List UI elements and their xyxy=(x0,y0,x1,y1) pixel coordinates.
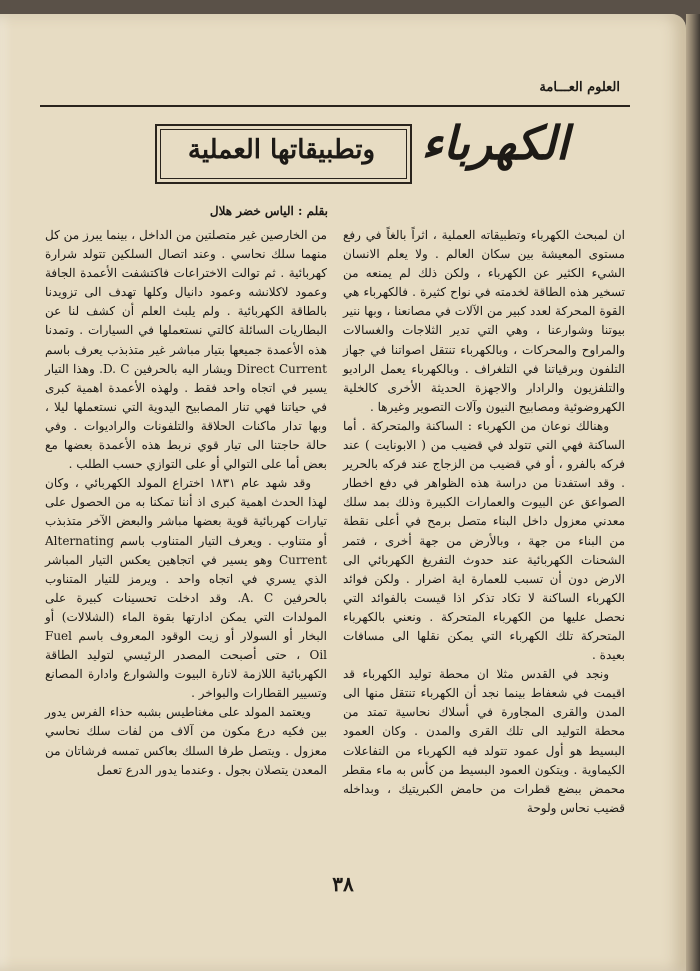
paragraph: وهنالك نوعان من الكهرباء : الساكنة والمتحركة . أما الساكنة فهي التي تتولد في قضيب من ( الابونايت ) عند فركه بالفرو ، أو في قضيب من الزجاج عند فركه بالحرير . وقد استفدنا من دراسة هذه الظواهر في دفع اخطار الصواعق عن البيوت والعمارات الكبيرة وذلك بمد سلك معدني معزول داخل البناء متصل برمح في أعلى نقطة من البناء من جهة ، وبالأرض من جهة أخرى ، فتمر الشحنات الكهربائية عند حدوث التفريغ الكهربائي الى الارض دون أن تسبب للعمارة اية اضرار . ولكن فوائد الكهرباء الساكنة لا تكاد تذكر اذا قيست بالفوائد التي نحصل عليها من الكهرباء المتحركة . ونعني بالكهرباء المتحركة تلك الكهرباء التي يمكن نقلها الى مسافات بعيدة . xyxy=(343,418,625,663)
text-column-right xyxy=(343,226,625,818)
text-column-left xyxy=(45,226,327,780)
page-number: ٣٨ xyxy=(332,872,354,896)
paragraph: ويعتمد المولد على مغناطيس بشبه حذاء الفرس يدور بين فكيه درع مكون من آلاف من لفات سلك نحاسي معزول . ويتصل طرفا السلك بعاكس تمسه فرشاتان من المعدن يتصلان بجول . وعندما يدور الدرع تعمل xyxy=(45,705,327,777)
paragraph: ونجد في القدس مثلا ان محطة توليد الكهرباء قد اقيمت في شعفاط بينما نجد أن الكهرباء تنتقل منها الى المدن والقرى المجاورة في أسلاك نحاسية تمتد من محطة التوليد الى تلك القرى والمدن . وكان العمود البسيط هو أول عمود تتولد فيه الكهرباء من التفاعلات الكيماوية . ويتكون العمود البسيط من كأس به ماء مقطر محمض ببضع قطرات من حامض الكبريتيك ، وبداخله قضيب نحاس ولوحة xyxy=(343,667,625,815)
paragraph: ان لمبحث الكهرباء وتطبيقاته العملية ، اثراً بالغاً في رفع مستوى المعيشة بين سكان العالم . ولا يعلم الانسان الشيء الكثير عن الكهرباء ، ولكن ذلك لم يمنعه من تسخير هذه الطاقة لخدمته في نواح كثيرة . فالكهرباء هي القوة المحركة لعدد كبير من الآلات في مصانعنا ، وبها ننير بيوتنا وشوارعنا ، وهي التي تدير الثلاجات والغسالات والمراوح والمحركات ، وبالكهرباء تنتقل اصواتنا في جهاز التلفون وبرقياتنا في التلغراف . وبالكهرباء يعمل الراديو والتلفزيون والرادار والاجهزة الحديثة الأخرى كالخلية الكهروضوئية ومصابيح النيون وآلات التصوير وغيرها . xyxy=(343,228,625,414)
section-label: العلوم العـــامة xyxy=(539,80,620,95)
article-title: الكهرباء xyxy=(421,116,569,170)
header-rule xyxy=(40,105,630,107)
page-edge-shadow xyxy=(686,14,700,971)
paragraph: من الخارصين غير متصلتين من الداخل ، بينما يبرز من كل منهما سلك نحاسي . وعند اتصال السلكين تتولد شرارة كهربائية . ثم توالت الاختراعات فاكتشفت الأعمدة الجافة وعمود لاكلانشه وعمود دانيال وكلها تهدف الى تزويدنا بالطاقة الكهربائية . ولم يلبث العلم أن كشف لنا عن البطاريات السائلة كالتي نستعملها في السيارات . وتمدنا هذه الأعمدة جميعها بتيار مباشر غير متذبذب يعرف باسم Direct Current ويشار اليه بالحرفين D. C. وهذا التيار يسير في اتجاه واحد فقط . ولهذه الأعمدة اهمية كبرى في حياتنا فهي تنار المصابيح اليدوية التي نستعملها ليلا ، وبها تدار ماكنات الحلاقة والتلفونات والراديوات . وفي حالة حاجتنا الى تيار قوي نربط هذه الأعمدة بعضها مع بعض أما على التوالي أو على التوازي حسب الطلب . xyxy=(45,228,327,472)
paragraph: وقد شهد عام ١٨٣١ اختراع المولد الكهربائي ، وكان لهذا الحدث اهمية كبرى اذ أننا تمكنا به من الحصول على تيارات كهربائية قوية بعضها مباشر والبعض الآخر متذبذب أو متناوب . ويعرف التيار المتناوب باسم Alternating Current وهو يسير في اتجاهين يعكس التيار المباشر الذي يسري في اتجاه واحد . ويرمز للتيار المتناوب بالحرفين A. C. وقد ادخلت تحسينات كبيرة على المولدات التي يمكن ادارتها بقوة الماء (الشلالات) أو البخار أو السولار أو زيت الوقود المعروف باسم Fuel Oil ، حتى أصبحت المصدر الرئيسي لتوليد الطاقة الكهربائية اللازمة لانارة البيوت والشوارع وادارة المصانع وتسيير القطارات والبواخر . xyxy=(45,476,328,701)
author-byline: بقلم : الياس خضر هلال xyxy=(209,204,328,218)
article-subtitle: وتطبيقاتها العملية xyxy=(187,135,376,165)
